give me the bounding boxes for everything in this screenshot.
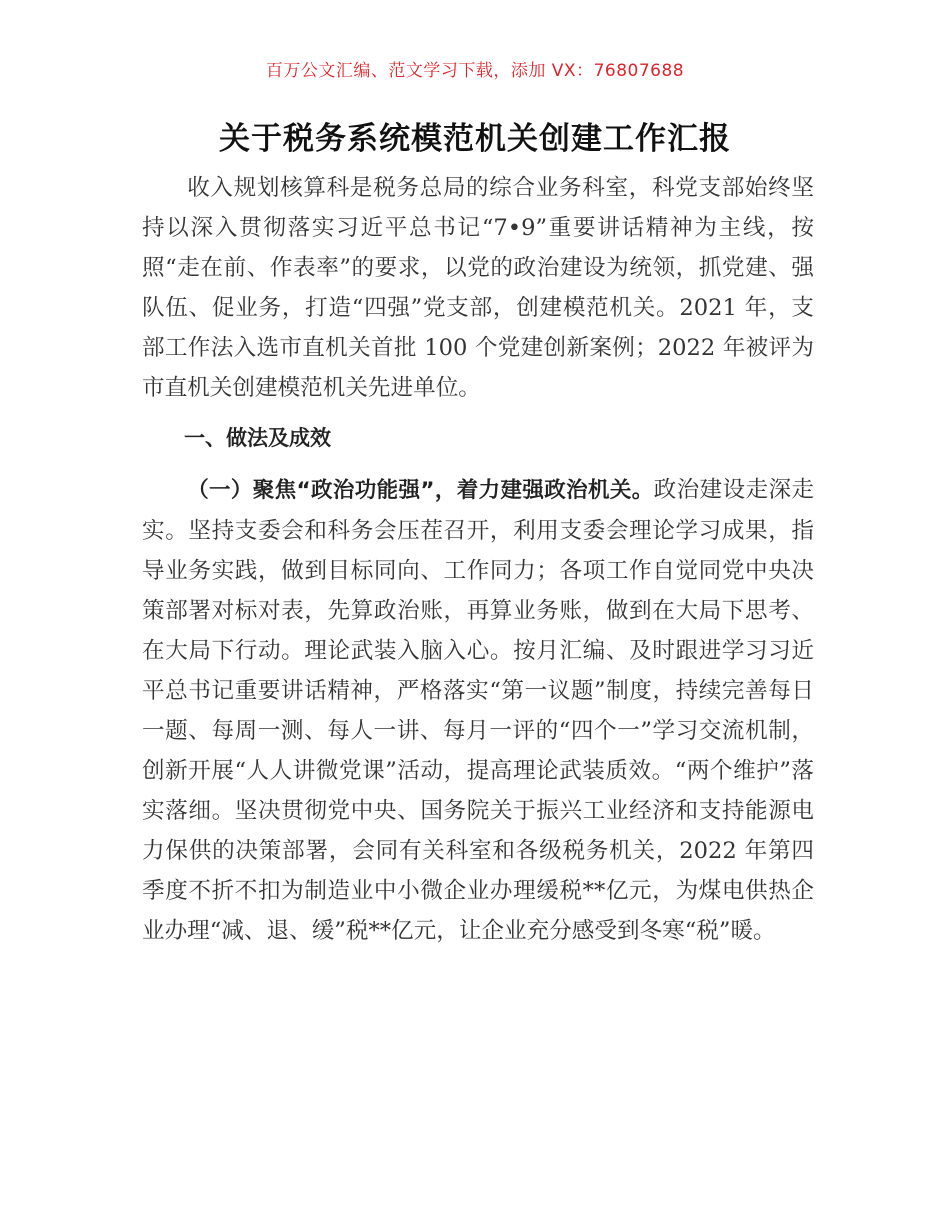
document-body bbox=[142, 168, 814, 951]
intro-paragraph: 收入规划核算科是税务总局的综合业务科室，科党支部始终坚持以深入贯彻落实习近平总书记“7•9”重要讲话精神为主线，按照“走在前、作表率”的要求，以党的政治建设为统领，抓党建、强队伍、促业务，打造“四强”党支部，创建模范机关。2021 年，支部工作法入选市直机关首批 100 个党建创新案例；2022 年被评为市直机关创建模范机关先进单位。 bbox=[142, 175, 814, 401]
subsection-lead: （一）聚焦“政治功能强”，着力建强政治机关。 bbox=[187, 478, 654, 503]
document-title: 关于税务系统模范机关创建工作汇报 bbox=[219, 121, 731, 157]
watermark-banner: 百万公文汇编、范文学习下载，添加 VX：76807688 bbox=[265, 61, 685, 81]
subsection-paragraph bbox=[142, 470, 814, 951]
subsection-body: 政治建设走深走实。坚持支委会和科务会压茬召开，利用支委会理论学习成果，指导业务实践，做到目标同向、工作同力；各项工作自觉同党中央决策部署对标对表，先算政治账，再算业务账，做到在大局下思考、在大局下行动。理论武装入脑入心。按月汇编、及时跟进学习习近平总书记重要讲话精神，严格落实“第一议题”制度，持续完善每日一题、每周一测、每人一讲、每月一评的“四个一”学习交流机制，创新开展“人人讲微党课”活动，提高理论武装质效。“两个维护”落实落细。坚决贯彻党中央、国务院关于振兴工业经济和支持能源电力保供的决策部署，会同有关科室和各级税务机关，2022 年第四季度不折不扣为制造业中小微企业办理缓税**亿元，为煤电供热企业办理“减、退、缓”税**亿元，让企业充分感受到冬寒“税”暖。 bbox=[142, 477, 815, 944]
section-heading: 一、做法及成效 bbox=[184, 426, 331, 450]
